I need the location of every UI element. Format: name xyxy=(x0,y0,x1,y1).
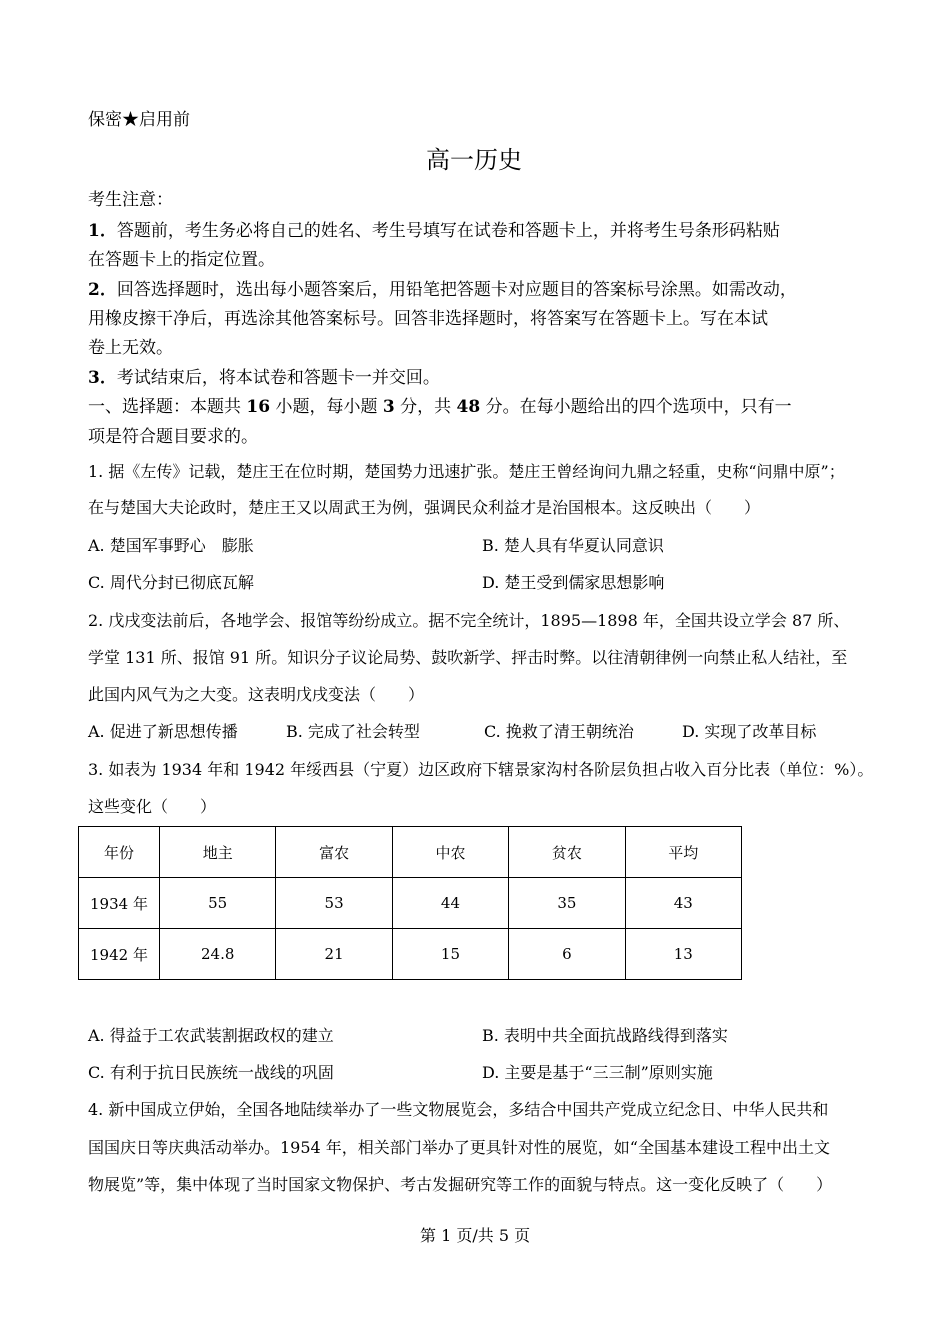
section-text: 分。在每小题给出的四个选项中，只有一 xyxy=(480,397,792,417)
table-cell: 53 xyxy=(276,878,392,929)
table-header-cell: 平均 xyxy=(625,827,741,878)
q1-option-b: B. 楚人具有华夏认同意识 xyxy=(482,536,664,555)
q2-option-b: B. 完成了社会转型 xyxy=(286,722,420,741)
q2-option-a: A. 促进了新思想传播 xyxy=(88,722,238,741)
notice-2-line2: 用橡皮擦干净后，再选涂其他答案标号。回答非选择题时，将答案写在答题卡上。写在本试 xyxy=(88,309,768,329)
table-header-cell: 中农 xyxy=(392,827,508,878)
question-count: 16 xyxy=(246,397,271,417)
q4-stem-line2: 国国庆日等庆典活动举办。1954 年，相关部门举办了更具针对性的展览，如“全国基本建设工程中出土文 xyxy=(88,1138,830,1157)
q4-stem-line1: 4. 新中国成立伊始，全国各地陆续举办了一些文物展览会，多结合中国共产党成立纪念日、中华人民共和 xyxy=(88,1100,829,1119)
table-cell: 43 xyxy=(625,878,741,929)
notice-number: 2． xyxy=(88,280,117,300)
q2-option-d: D. 实现了改革目标 xyxy=(682,722,817,741)
table-cell: 55 xyxy=(160,878,276,929)
table-cell: 6 xyxy=(509,929,625,980)
notice-1-line2: 在答题卡上的指定位置。 xyxy=(88,250,275,270)
notice-2 xyxy=(88,280,797,300)
q1-option-d: D. 楚王受到儒家思想影响 xyxy=(482,573,665,592)
q1-option-c: C. 周代分封已彻底瓦解 xyxy=(88,573,254,592)
notice-2-line3: 卷上无效。 xyxy=(88,338,173,358)
table-cell: 1942 年 xyxy=(79,929,160,980)
page-number: 第 1 页/共 5 页 xyxy=(420,1226,531,1245)
q1-option-a: A. 楚国军事野心 膨胀 xyxy=(88,536,254,555)
points-total: 48 xyxy=(456,397,481,417)
q1-stem-line1: 1. 据《左传》记载，楚庄王在位时期，楚国势力迅速扩张。楚庄王曾经询问九鼎之轻重，史称“问鼎中原”； xyxy=(88,462,845,481)
q1-stem-line2: 在与楚国大夫论政时，楚庄王又以周武王为例，强调民众利益才是治国根本。这反映出（ ） xyxy=(88,498,761,517)
q4-stem-line3: 物展览”等，集中体现了当时国家文物保护、考古发掘研究等工作的面貌与特点。这一变化反映了（ ） xyxy=(88,1175,833,1194)
q2-stem-line3: 此国内风气为之大变。这表明戊戌变法（ ） xyxy=(88,685,425,704)
table-cell: 21 xyxy=(276,929,392,980)
section-text: 一、选择题：本题共 xyxy=(88,397,247,417)
notice-3 xyxy=(88,368,440,388)
q2-stem-line1: 2. 戊戌变法前后，各地学会、报馆等纷纷成立。据不完全统计，1895—1898 年，全国共设立学会 87 所、 xyxy=(88,611,850,630)
q3-stem-line1: 3. 如表为 1934 年和 1942 年绥西县（宁夏）边区政府下辖景家沟村各阶层负担占收入百分比表（单位：%）。 xyxy=(88,760,874,779)
table-cell: 35 xyxy=(509,878,625,929)
notice-heading: 考生注意： xyxy=(88,190,173,210)
table-cell: 1934 年 xyxy=(79,878,160,929)
notice-1 xyxy=(88,221,780,241)
table-row xyxy=(79,878,742,929)
q3-stem-line2: 这些变化（ ） xyxy=(88,797,217,816)
table-header-cell: 富农 xyxy=(276,827,392,878)
table-header-row xyxy=(79,827,742,878)
notice-text: 回答选择题时，选出每小题答案后，用铅笔把答题卡对应题目的答案标号涂黑。如需改动， xyxy=(116,280,797,300)
table-cell: 44 xyxy=(392,878,508,929)
q3-option-b: B. 表明中共全面抗战路线得到落实 xyxy=(482,1026,728,1045)
section-text: 分，共 xyxy=(394,397,457,417)
confidential-label: 保密★启用前 xyxy=(88,110,190,130)
table-header-cell: 贫农 xyxy=(509,827,625,878)
q3-option-c: C. 有利于抗日民族统一战线的巩固 xyxy=(88,1063,334,1082)
q3-option-d: D. 主要是基于“三三制”原则实施 xyxy=(482,1063,713,1082)
burden-table xyxy=(78,826,742,980)
table-cell: 24.8 xyxy=(160,929,276,980)
q3-option-a: A. 得益于工农武装割据政权的建立 xyxy=(88,1026,334,1045)
section-text: 小题，每小题 xyxy=(270,397,383,417)
table-header-cell: 年份 xyxy=(79,827,160,878)
table-row xyxy=(79,929,742,980)
notice-number: 3． xyxy=(88,368,117,388)
notice-number: 1． xyxy=(88,221,117,241)
notice-text: 考试结束后，将本试卷和答题卡一并交回。 xyxy=(116,368,440,388)
points-each: 3 xyxy=(382,397,395,417)
table-cell: 15 xyxy=(392,929,508,980)
q2-option-c: C. 挽救了清王朝统治 xyxy=(484,722,634,741)
section-heading-line2: 项是符合题目要求的。 xyxy=(88,427,258,447)
q2-stem-line2: 学堂 131 所、报馆 91 所。知识分子议论局势、鼓吹新学、抨击时弊。以往清朝律例一向禁止私人结社，至 xyxy=(88,648,848,667)
table-header-cell: 地主 xyxy=(160,827,276,878)
notice-text: 答题前，考生务必将自己的姓名、考生号填写在试卷和答题卡上，并将考生号条形码粘贴 xyxy=(116,221,780,241)
section-heading xyxy=(88,397,792,417)
table-cell: 13 xyxy=(625,929,741,980)
page-title: 高一历史 xyxy=(426,146,522,174)
